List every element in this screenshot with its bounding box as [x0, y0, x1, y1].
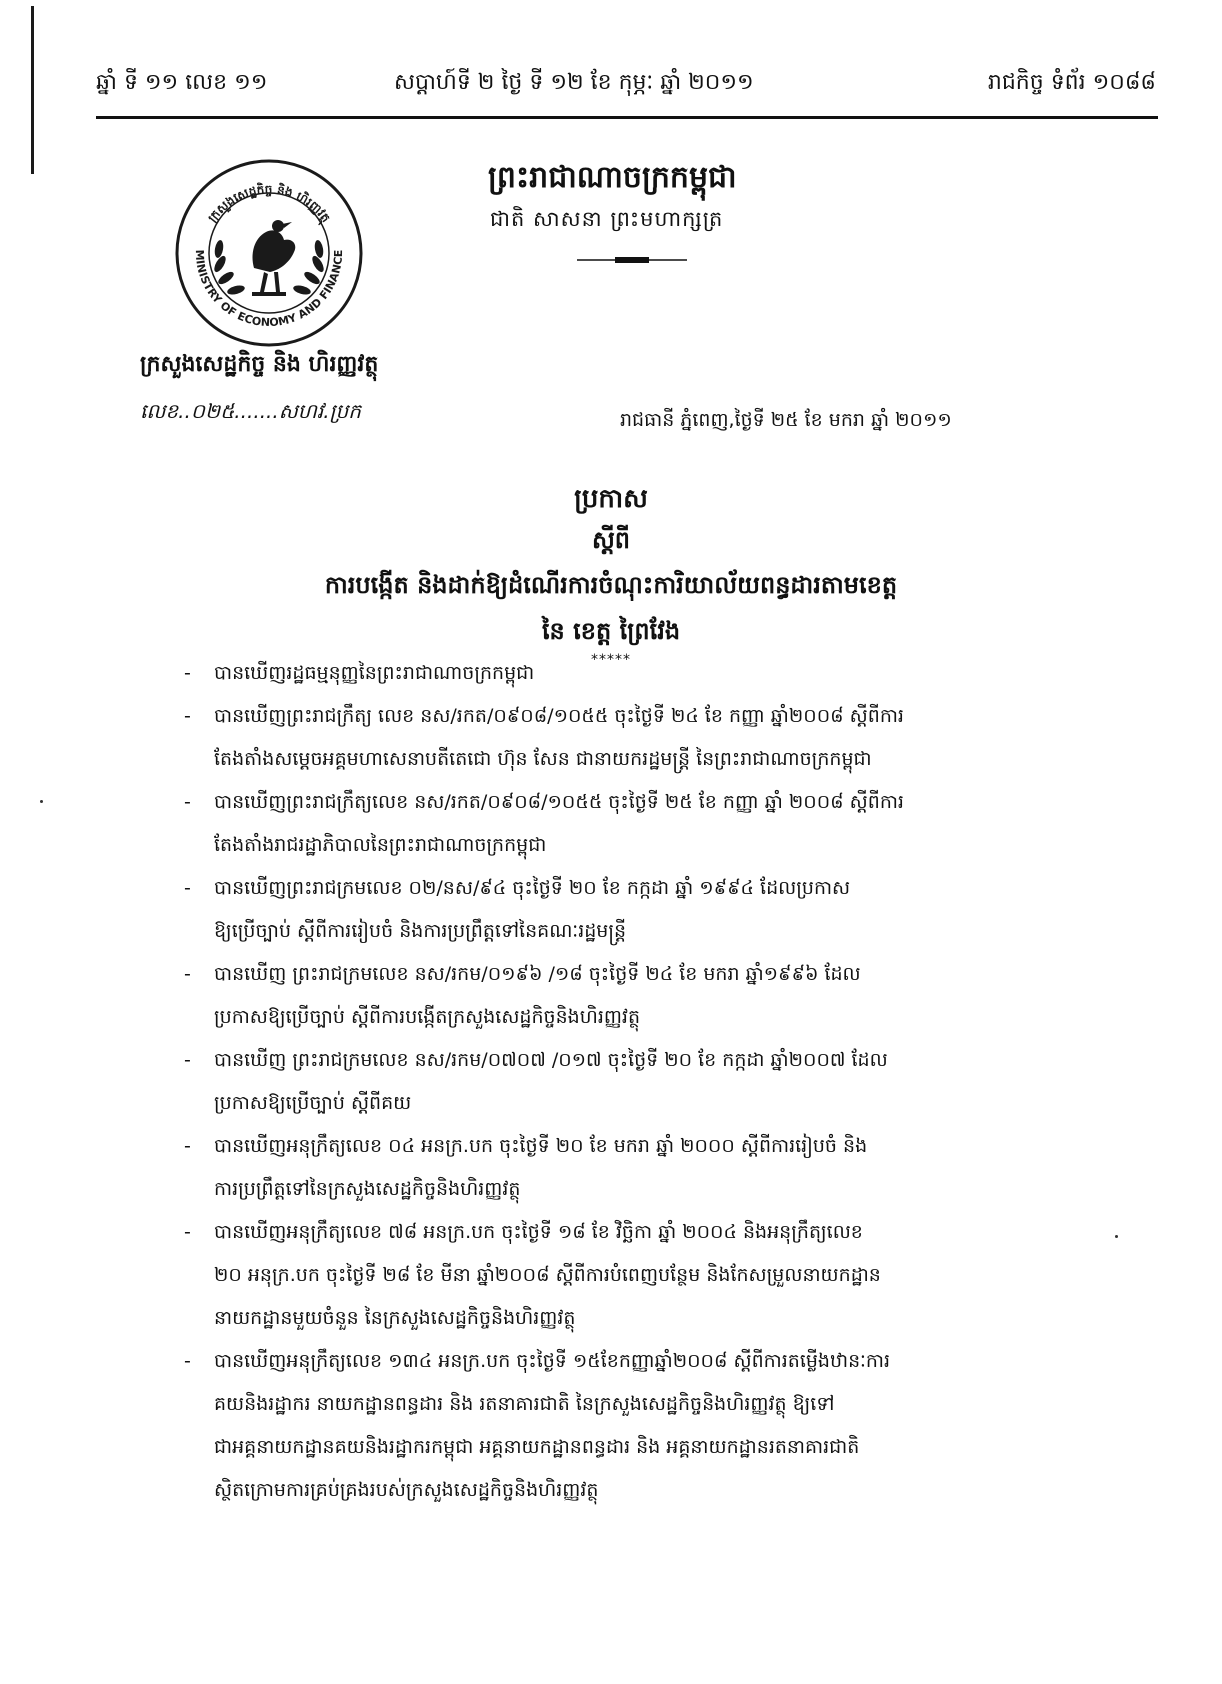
clause-dash: - — [184, 705, 191, 727]
document-title: ប្រកាស — [574, 484, 648, 514]
ornament-divider-icon — [577, 255, 687, 265]
clause-line: បានឃើញ ព្រះរាជក្រមលេខ នស/រកម/០៧០៧ /០១៧ ចុះថ្ងៃទី ២០ ខែ កក្កដា ឆ្នាំ២០០៧ ដែល — [214, 1049, 888, 1071]
clause-line: បានឃើញព្រះរាជក្រឹត្យលេខ នស/រកត/០៩០៨/១០៥៥ ចុះថ្ងៃទី ២៥ ខែ កញ្ញា ឆ្នាំ ២០០៨ ស្ដីពីការ — [214, 791, 904, 813]
clause-line: បានឃើញអនុក្រឹត្យលេខ ១៣៤ អនក្រ.បក ចុះថ្ងៃទី ១៥ខែកញ្ញាឆ្នាំ២០០៨ ស្ដីពីការតម្លើងឋានៈការ — [214, 1350, 891, 1372]
clause-dash: - — [184, 662, 191, 684]
clause-line: នាយកដ្ឋានមួយចំនួន នៃក្រសួងសេដ្ឋកិច្ចនិងហិរញ្ញវត្ថុ — [214, 1307, 576, 1329]
clause-item — [184, 695, 1044, 781]
clause-item — [184, 867, 1044, 953]
title-separator: ***** — [591, 652, 631, 668]
clause-line: ការប្រព្រឹត្តទៅនៃក្រសួងសេដ្ឋកិច្ចនិងហិរញ្ញវត្ថុ — [214, 1178, 521, 1200]
seal-text-en: MINISTRY OF ECONOMY AND FINANCE — [192, 249, 346, 330]
clause-line: ស្ថិតក្រោមការគ្រប់គ្រងរបស់ក្រសួងសេដ្ឋកិច្ចនិងហិរញ្ញវត្ថុ — [214, 1479, 599, 1501]
clause-line: បានឃើញអនុក្រឹត្យលេខ ៧៨ អនក្រ.បក ចុះថ្ងៃទី ១៨ ខែ វិច្ឆិកា ឆ្នាំ ២០០៤ និងអនុក្រឹត្យលេខ — [214, 1221, 863, 1243]
header-rule — [96, 116, 1158, 119]
clause-line: តែងតាំងរាជរដ្ឋាភិបាលនៃព្រះរាជាណាចក្រកម្ពុជា — [214, 834, 547, 856]
title-subject-label: ស្ដីពី — [591, 526, 631, 554]
ministry-seal-icon — [174, 158, 364, 348]
clause-dash: - — [184, 1049, 191, 1071]
clause-item — [184, 781, 1044, 867]
kingdom-motto: ជាតិ សាសនា ព្រះមហាក្សត្រ — [490, 207, 724, 231]
clause-item — [184, 1340, 1044, 1512]
clause-dash: - — [184, 1135, 191, 1157]
clause-line: បានឃើញ ព្រះរាជក្រមលេខ នស/រកម/០១៩៦ /១៨ ចុះថ្ងៃទី ២៤ ខែ មករា ឆ្នាំ១៩៩៦ ដែល — [214, 963, 861, 985]
clause-line: បានឃើញអនុក្រឹត្យលេខ ០៤ អនក្រ.បក ចុះថ្ងៃទី ២០ ខែ មករា ឆ្នាំ ២០០០ ស្ដីពីការរៀបចំ និង — [214, 1135, 868, 1157]
gazette-header — [96, 64, 1156, 104]
clause-line: ២០ អនុក្រ.បក ចុះថ្ងៃទី ២៨ ខែ មីនា ឆ្នាំ២០០៨ ស្ដីពីការបំពេញបន្ថែម និងកែសម្រួលនាយកដ្ឋាន — [214, 1264, 881, 1286]
gazette-page-number: រាជកិច្ច ទំព័រ ១០៨៨ — [987, 70, 1156, 95]
clause-line: ជាអគ្គនាយកដ្ឋានគយនិងរដ្ឋាករកម្ពុជា អគ្គនាយកដ្ឋានពន្ធដារ និង អគ្គនាយកដ្ឋានរតនាគារជាតិ — [214, 1436, 860, 1458]
svg-text:ក្រសួងសេដ្ឋកិច្ច និង ហិរញ្ញវត្ — [205, 182, 333, 227]
clause-line: បានឃើញរដ្ឋធម្មនុញ្ញនៃព្រះរាជាណាចក្រកម្ពុជា — [214, 662, 535, 684]
clause-line: ប្រកាសឱ្យប្រើច្បាប់ ស្ដីពីគយ — [214, 1092, 412, 1114]
gazette-week-date: សប្ដាហ៍ទី ២ ថ្ងៃ ទី ១២ ខែ កុម្ភៈ ឆ្នាំ ២០១១ — [394, 70, 754, 95]
clause-dash: - — [184, 963, 191, 985]
scan-edge-line — [31, 6, 34, 174]
kingdom-title: ព្រះរាជាណាចក្រកម្ពុជា — [488, 160, 737, 195]
clause-item — [184, 953, 1044, 1039]
place-date: រាជធានី ភ្នំពេញ,ថ្ងៃទី ២៥ ខែ មករា ឆ្នាំ ២០១១ — [620, 409, 952, 431]
clause-dash: - — [184, 791, 191, 813]
clause-line: គយនិងរដ្ឋាករ នាយកដ្ឋានពន្ធដារ និង រតនាគារជាតិ នៃក្រសួងសេដ្ឋកិច្ចនិងហិរញ្ញវត្ថុ ឱ្យទៅ — [214, 1393, 835, 1415]
clause-item — [184, 1039, 1044, 1125]
clause-dash: - — [184, 1350, 191, 1372]
clause-line: ប្រកាសឱ្យប្រើច្បាប់ ស្ដីពីការបង្កើតក្រសួងសេដ្ឋកិច្ចនិងហិរញ្ញវត្ថុ — [214, 1006, 641, 1028]
clause-line: តែងតាំងសម្ដេចអគ្គមហាសេនាបតីតេជោ ហ៊ុន សែន ជានាយករដ្ឋមន្ត្រី នៃព្រះរាជាណាចក្រកម្ពុជា — [214, 748, 872, 770]
clause-dash: - — [184, 1221, 191, 1243]
clause-item — [184, 1211, 1044, 1340]
scan-speck — [1115, 1235, 1118, 1238]
clause-line: ឱ្យប្រើច្បាប់ ស្ដីពីការរៀបចំ និងការប្រព្រឹត្តទៅនៃគណៈរដ្ឋមន្ត្រី — [214, 920, 627, 942]
clause-line: បានឃើញព្រះរាជក្រឹត្យ លេខ នស/រកត/០៩០៨/១០៥៥ ចុះថ្ងៃទី ២៤ ខែ កញ្ញា ឆ្នាំ២០០៨ ស្ដីពីការ — [214, 705, 904, 727]
clause-item — [184, 652, 1044, 695]
gazette-year-issue: ឆ្នាំ ទី ១១ លេខ ១១ — [96, 70, 268, 95]
seal-text-km: ក្រសួងសេដ្ឋកិច្ច និង ហិរញ្ញវត្ថុ — [205, 182, 333, 225]
ministry-name: ក្រសួងសេដ្ឋកិច្ច និង ហិរញ្ញវត្ថុ — [140, 352, 379, 377]
title-subject: ការបង្កើត និងដាក់ឱ្យដំណើរការចំណុះការិយាល័យពន្ធដារតាមខេត្ត — [324, 571, 898, 599]
clause-dash: - — [184, 877, 191, 899]
clause-line: បានឃើញព្រះរាជក្រមលេខ ០២/នស/៩៤ ចុះថ្ងៃទី ២០ ខែ កក្កដា ឆ្នាំ ១៩៩៤ ដែលប្រកាស — [214, 877, 851, 899]
scan-speck — [40, 800, 43, 803]
clause-item — [184, 1125, 1044, 1211]
title-province: នៃ ខេត្ត ព្រៃវែង — [541, 617, 681, 645]
reference-number: លេខ..០២៥.......សហវ.ប្រក — [140, 399, 361, 423]
